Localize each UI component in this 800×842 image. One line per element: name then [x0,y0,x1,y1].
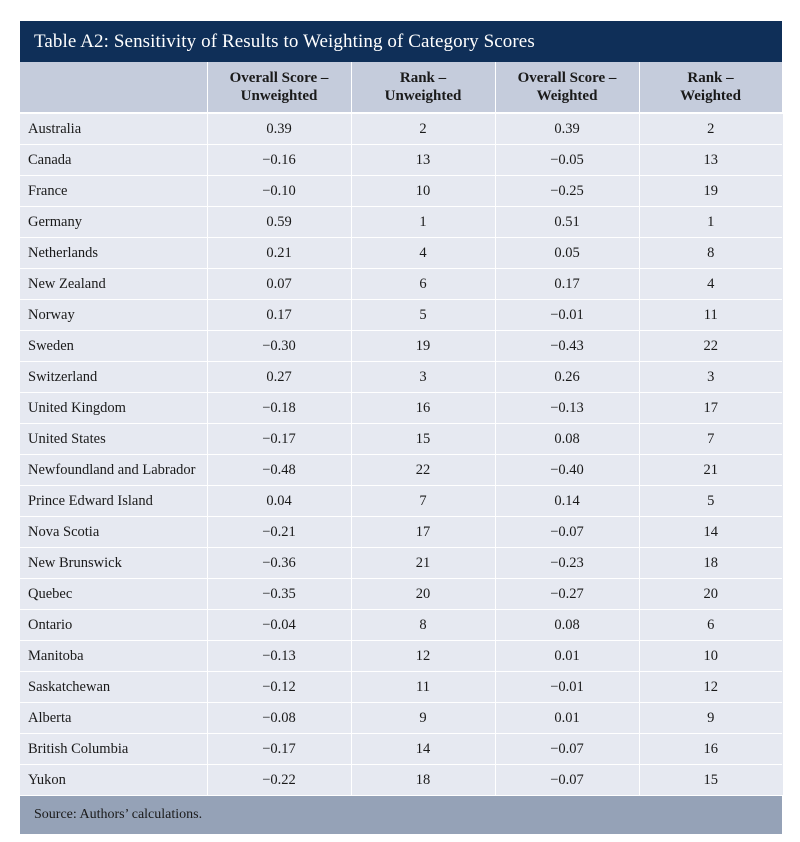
cell-rank-unweighted: 16 [351,393,495,424]
cell-score-unweighted: −0.08 [207,703,351,734]
cell-score-weighted: 0.51 [495,207,639,238]
cell-name: United Kingdom [20,393,207,424]
cell-rank-weighted: 4 [639,269,782,300]
cell-score-weighted: 0.17 [495,269,639,300]
cell-score-weighted: −0.07 [495,765,639,796]
cell-name: Australia [20,113,207,145]
table-row [20,455,782,486]
cell-name: New Zealand [20,269,207,300]
cell-name: Alberta [20,703,207,734]
header-score-unweighted-line1: Overall Score – [229,70,329,86]
cell-score-unweighted: −0.22 [207,765,351,796]
header-rank-unweighted [351,62,495,113]
cell-name: Nova Scotia [20,517,207,548]
cell-score-weighted: −0.23 [495,548,639,579]
cell-score-unweighted: 0.39 [207,113,351,145]
cell-name: Prince Edward Island [20,486,207,517]
header-rank-weighted-line2: Weighted [680,88,741,104]
cell-name: Norway [20,300,207,331]
cell-score-unweighted: 0.07 [207,269,351,300]
table-row [20,362,782,393]
table-figure [20,21,782,834]
table-row [20,113,782,145]
cell-rank-weighted: 9 [639,703,782,734]
cell-name: Yukon [20,765,207,796]
cell-rank-weighted: 21 [639,455,782,486]
cell-score-weighted: 0.05 [495,238,639,269]
header-rank-unweighted-line2: Unweighted [384,88,462,104]
table-row [20,641,782,672]
cell-score-unweighted: 0.59 [207,207,351,238]
cell-rank-weighted: 7 [639,424,782,455]
cell-rank-weighted: 18 [639,548,782,579]
cell-rank-unweighted: 20 [351,579,495,610]
cell-name: New Brunswick [20,548,207,579]
cell-score-unweighted: 0.04 [207,486,351,517]
table-body [20,113,782,795]
cell-score-weighted: −0.43 [495,331,639,362]
cell-score-weighted: −0.07 [495,734,639,765]
cell-rank-weighted: 20 [639,579,782,610]
cell-score-weighted: −0.27 [495,579,639,610]
cell-score-unweighted: −0.35 [207,579,351,610]
cell-score-unweighted: 0.17 [207,300,351,331]
cell-name: France [20,176,207,207]
cell-score-weighted: −0.01 [495,300,639,331]
cell-rank-unweighted: 2 [351,113,495,145]
cell-score-unweighted: −0.10 [207,176,351,207]
cell-name: Sweden [20,331,207,362]
header-score-weighted-line2: Weighted [536,88,598,104]
table-header [20,62,782,113]
cell-rank-weighted: 15 [639,765,782,796]
table-row [20,331,782,362]
cell-rank-unweighted: 13 [351,145,495,176]
cell-rank-unweighted: 7 [351,486,495,517]
cell-rank-weighted: 17 [639,393,782,424]
table-row [20,238,782,269]
cell-name: Netherlands [20,238,207,269]
cell-score-weighted: −0.05 [495,145,639,176]
data-table [20,62,783,795]
cell-rank-unweighted: 15 [351,424,495,455]
cell-name: Ontario [20,610,207,641]
cell-name: Newfoundland and Labrador [20,455,207,486]
cell-rank-weighted: 19 [639,176,782,207]
cell-rank-weighted: 8 [639,238,782,269]
cell-rank-unweighted: 9 [351,703,495,734]
table-row [20,424,782,455]
cell-score-weighted: −0.13 [495,393,639,424]
table-row [20,610,782,641]
cell-rank-weighted: 3 [639,362,782,393]
table-row [20,269,782,300]
cell-score-unweighted: −0.30 [207,331,351,362]
table-row [20,672,782,703]
cell-rank-weighted: 22 [639,331,782,362]
cell-rank-unweighted: 18 [351,765,495,796]
table-title: Table A2: Sensitivity of Results to Weighting of Category Scores [34,30,535,52]
cell-name: Saskatchewan [20,672,207,703]
cell-score-weighted: 0.26 [495,362,639,393]
cell-name: Manitoba [20,641,207,672]
cell-score-weighted: 0.08 [495,610,639,641]
cell-rank-unweighted: 8 [351,610,495,641]
cell-rank-unweighted: 19 [351,331,495,362]
cell-score-weighted: −0.07 [495,517,639,548]
header-rank-unweighted-line1: Rank – [399,70,447,86]
cell-score-unweighted: −0.18 [207,393,351,424]
cell-rank-weighted: 13 [639,145,782,176]
cell-name: Canada [20,145,207,176]
cell-score-unweighted: −0.17 [207,424,351,455]
cell-score-weighted: −0.40 [495,455,639,486]
cell-rank-weighted: 10 [639,641,782,672]
cell-score-unweighted: −0.17 [207,734,351,765]
table-row [20,145,782,176]
table-row [20,176,782,207]
cell-rank-weighted: 5 [639,486,782,517]
cell-score-unweighted: −0.48 [207,455,351,486]
cell-score-unweighted: −0.04 [207,610,351,641]
cell-score-unweighted: −0.36 [207,548,351,579]
table-row [20,393,782,424]
cell-rank-unweighted: 17 [351,517,495,548]
cell-rank-unweighted: 22 [351,455,495,486]
cell-name: United States [20,424,207,455]
table-row [20,517,782,548]
cell-score-weighted: −0.01 [495,672,639,703]
table-title-bar [20,21,782,62]
cell-rank-weighted: 14 [639,517,782,548]
cell-rank-weighted: 11 [639,300,782,331]
cell-score-weighted: 0.14 [495,486,639,517]
cell-score-weighted: 0.08 [495,424,639,455]
table-row [20,300,782,331]
cell-rank-unweighted: 1 [351,207,495,238]
cell-name: British Columbia [20,734,207,765]
cell-score-unweighted: −0.21 [207,517,351,548]
cell-name: Switzerland [20,362,207,393]
cell-score-weighted: 0.01 [495,703,639,734]
cell-rank-weighted: 16 [639,734,782,765]
table-row [20,734,782,765]
header-name [20,62,207,113]
cell-rank-unweighted: 14 [351,734,495,765]
cell-score-unweighted: −0.13 [207,641,351,672]
header-rank-weighted-line1: Rank – [687,70,734,86]
cell-rank-weighted: 2 [639,113,782,145]
cell-score-unweighted: −0.16 [207,145,351,176]
cell-rank-unweighted: 4 [351,238,495,269]
table-row [20,548,782,579]
header-row [20,62,782,113]
cell-name: Quebec [20,579,207,610]
cell-score-weighted: 0.01 [495,641,639,672]
cell-rank-weighted: 1 [639,207,782,238]
cell-name: Germany [20,207,207,238]
cell-score-weighted: −0.25 [495,176,639,207]
cell-rank-unweighted: 5 [351,300,495,331]
header-score-weighted-line1: Overall Score – [517,70,617,86]
table-row [20,486,782,517]
cell-rank-unweighted: 11 [351,672,495,703]
cell-rank-unweighted: 3 [351,362,495,393]
table-row [20,765,782,796]
table-footer [20,795,782,834]
header-rank-weighted [639,62,782,113]
table-row [20,703,782,734]
cell-rank-unweighted: 12 [351,641,495,672]
cell-rank-unweighted: 10 [351,176,495,207]
header-score-unweighted [207,62,351,113]
cell-rank-weighted: 6 [639,610,782,641]
cell-rank-weighted: 12 [639,672,782,703]
cell-score-weighted: 0.39 [495,113,639,145]
table-row [20,207,782,238]
cell-score-unweighted: 0.21 [207,238,351,269]
header-score-unweighted-line2: Unweighted [240,88,318,104]
source-note: Source: Authors’ calculations. [34,807,203,822]
cell-score-unweighted: 0.27 [207,362,351,393]
cell-rank-unweighted: 6 [351,269,495,300]
header-score-weighted [495,62,639,113]
table-row [20,579,782,610]
cell-score-unweighted: −0.12 [207,672,351,703]
cell-rank-unweighted: 21 [351,548,495,579]
